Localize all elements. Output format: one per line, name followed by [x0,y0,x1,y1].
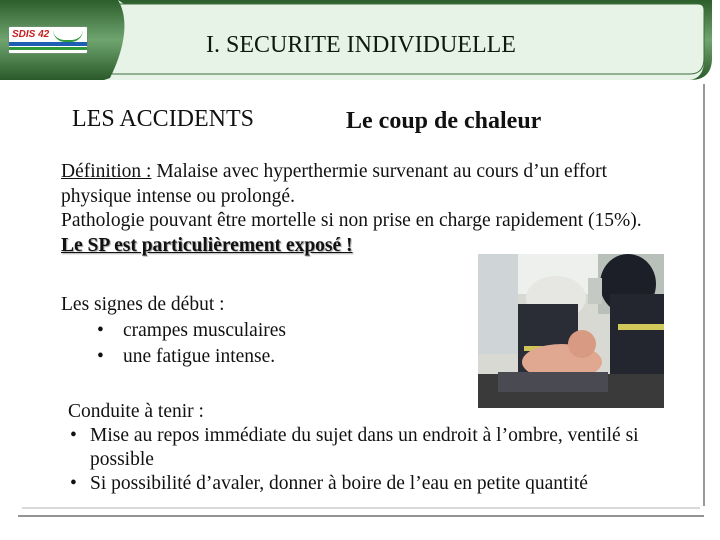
conduite-title: Conduite à tenir : [68,401,204,422]
sign-text: crampes musculaires [123,320,286,341]
section-title: LES ACCIDENTS [72,106,255,132]
conduite-text: Si possibilité d’avaler, donner à boire de l’eau en petite quantité [90,473,588,494]
bullet: • [70,425,77,446]
bullet: • [97,320,104,341]
logo-swoosh [53,30,83,42]
signs-block [61,292,286,370]
conduite-block [68,400,668,496]
definition-label: Définition : [61,161,152,182]
pathology-text: Pathologie pouvant être mortelle si non prise en charge rapidement (15%). [61,210,642,231]
signs-list [61,318,286,370]
logo-text: SDIS 42 [12,29,50,40]
pathology-line [61,209,661,258]
emphasis-text: Le SP est particulièrement exposé ! [61,234,353,256]
list-item [68,472,668,496]
conduite-list [68,424,668,496]
list-item [68,424,668,472]
signs-title: Les signes de début : [61,294,225,315]
definition-block [61,160,661,258]
banner-title: I. SECURITE INDIVIDUELLE [206,32,516,58]
definition-line [61,160,661,209]
bullet: • [97,346,104,367]
definition-text: Malaise avec hyperthermie survenant au cours d’un effort physique intense ou prolongé. [61,161,607,207]
logo-band-blue [9,42,87,46]
bullet: • [70,473,77,494]
sdis-logo [8,26,88,54]
list-item [61,318,286,344]
firefighters-rescue-photo [478,254,664,408]
list-item [61,344,286,370]
logo-band-green [9,47,87,50]
topic-title: Le coup de chaleur [346,108,542,134]
conduite-text: Mise au repos immédiate du sujet dans un endroit à l’ombre, ventilé si possible [90,425,639,470]
sign-text: une fatigue intense. [123,346,276,367]
